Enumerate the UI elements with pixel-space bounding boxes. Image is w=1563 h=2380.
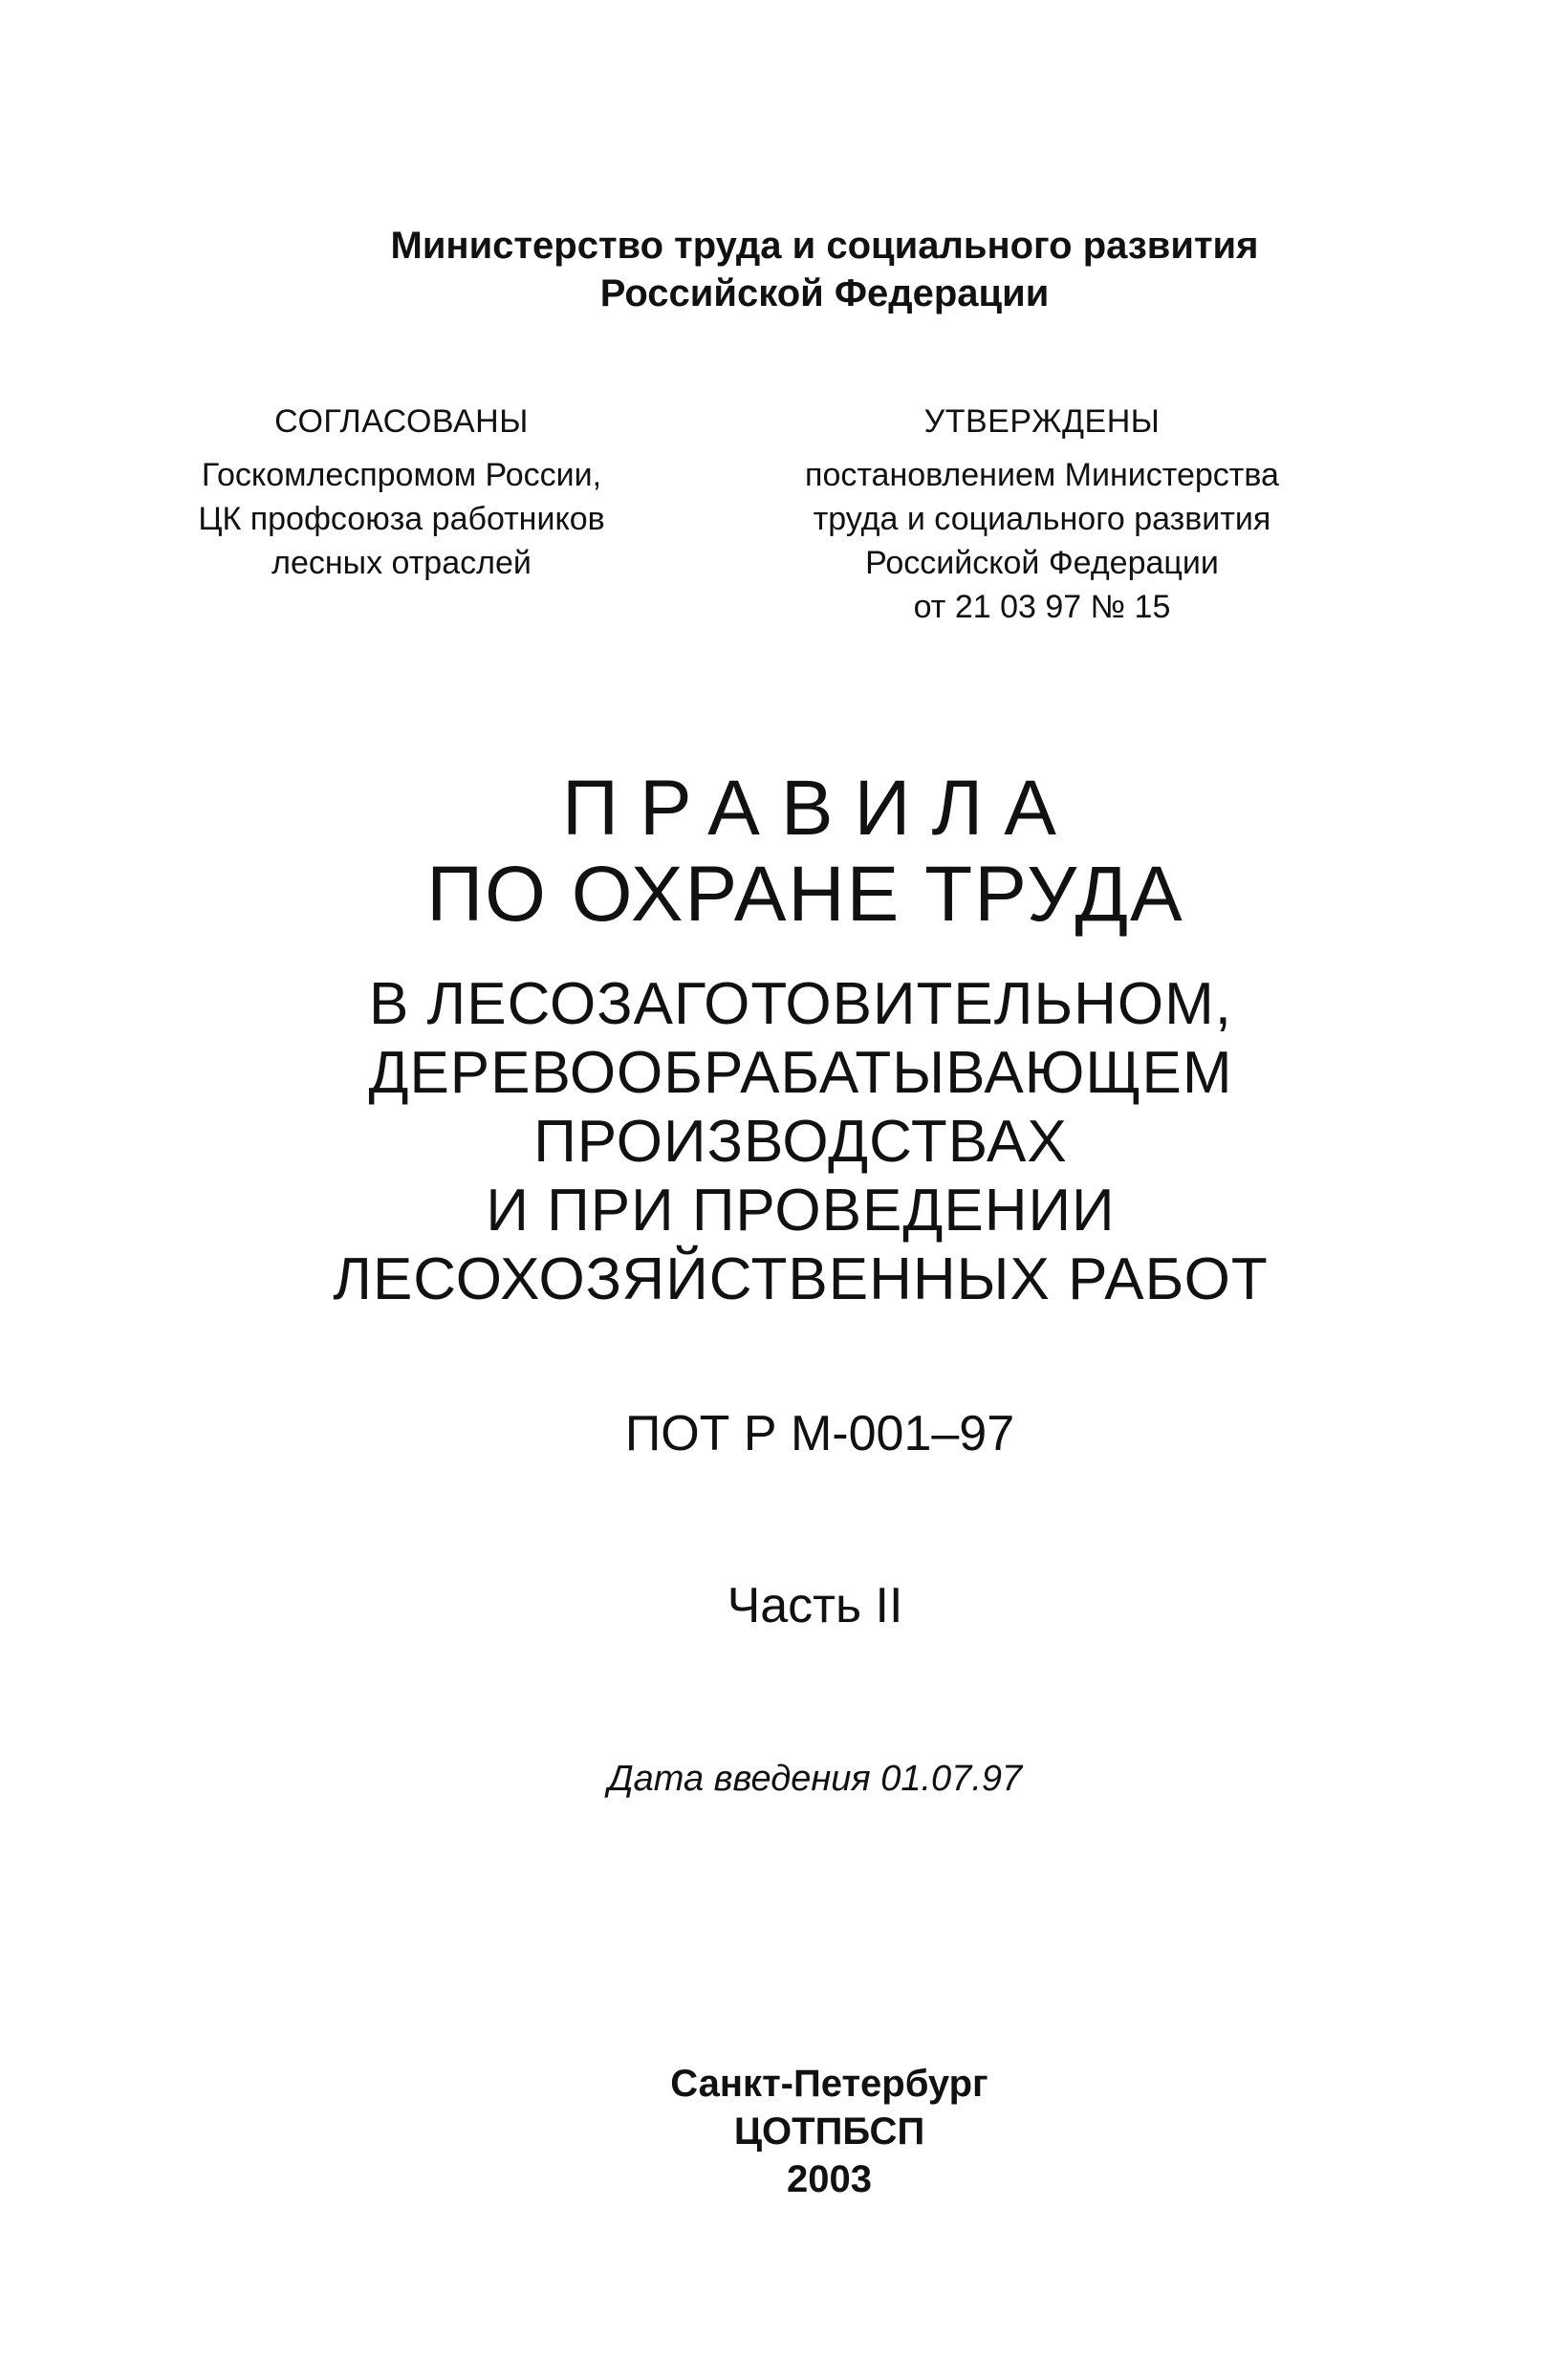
imprint-year: 2003 bbox=[787, 2158, 872, 2200]
agreed-line: лесных отраслей bbox=[271, 545, 532, 581]
effective-date: Дата введения 01.07.97 bbox=[607, 1759, 1023, 1799]
approved-line: постановлением Министерства bbox=[805, 457, 1279, 493]
document-code: ПОТ Р М-001–97 bbox=[624, 1406, 1015, 1461]
document-subtitle bbox=[0, 970, 1563, 1314]
agreed-heading: СОГЛАСОВАНЫ bbox=[274, 403, 529, 440]
part-number: Часть II bbox=[727, 1578, 903, 1634]
approved-line: Российской Федерации bbox=[865, 545, 1219, 581]
approved-block bbox=[765, 400, 1319, 629]
agreed-block bbox=[134, 400, 669, 585]
ministry-line-2: Российской Федерации bbox=[599, 272, 1050, 314]
document-title-line-2: ПО ОХРАНЕ ТРУДА bbox=[426, 851, 1184, 938]
ministry-header bbox=[0, 222, 1563, 317]
approved-decree-date: от 21 03 97 № 15 bbox=[913, 589, 1171, 625]
approved-line: труда и социального развития bbox=[813, 501, 1271, 537]
document-title: ПРАВИЛА bbox=[562, 765, 1077, 852]
imprint-publisher: ЦОТПБСП bbox=[733, 2110, 925, 2153]
imprint bbox=[0, 2060, 1563, 2203]
imprint-city: Санкт-Петербург bbox=[670, 2063, 988, 2105]
subtitle-line: ПРОИЗВОДСТВАХ bbox=[533, 1109, 1068, 1175]
ministry-line-1: Министерство труда и социального развития bbox=[390, 225, 1259, 267]
agreed-line: ЦК профсоюза работников bbox=[198, 501, 605, 537]
subtitle-line: ДЕРЕВООБРАБАТЫВАЮЩЕМ bbox=[368, 1040, 1233, 1106]
subtitle-line: В ЛЕСОЗАГОТОВИТЕЛЬНОМ, bbox=[368, 971, 1233, 1037]
approved-heading: УТВЕРЖДЕНЫ bbox=[923, 403, 1161, 440]
subtitle-line: И ПРИ ПРОВЕДЕНИИ bbox=[486, 1178, 1116, 1244]
agreed-line: Госкомлеспромом России, bbox=[201, 457, 602, 493]
subtitle-line: ЛЕСОХОЗЯЙСТВЕННЫХ РАБОТ bbox=[333, 1246, 1269, 1312]
